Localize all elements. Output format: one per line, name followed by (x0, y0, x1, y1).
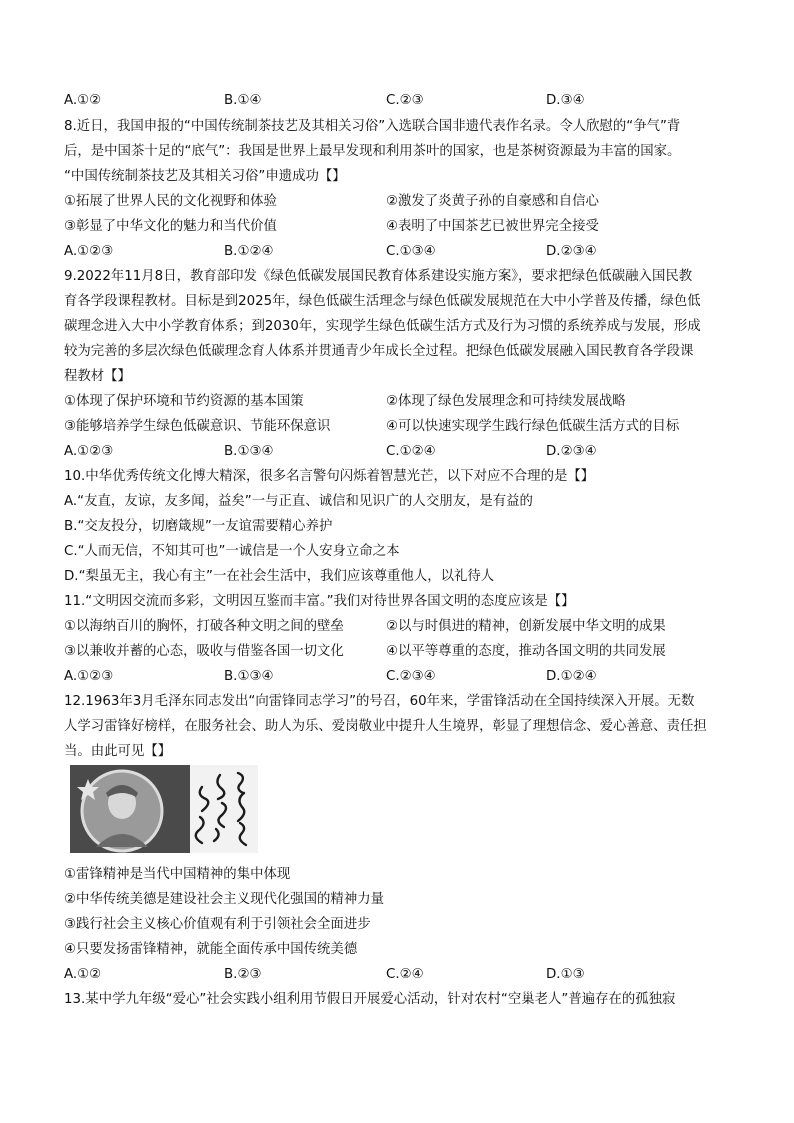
q8-option-d: D.②③④ (546, 244, 597, 259)
q12-option-a: A.①② (64, 967, 102, 982)
q8-option-b: B.①②④ (224, 244, 274, 259)
q11-statement-3: ③以兼收并蓄的心态，吸收与借鉴各国一切文化 (64, 644, 344, 659)
q12-option-d: D.①③ (546, 967, 585, 982)
q10-option-c: C.“人而无信，不知其可也”一诚信是一个人安身立命之本 (64, 544, 400, 559)
q12-option-b: B.②③ (224, 967, 262, 982)
option-b: B.①④ (224, 93, 262, 108)
q12-statement-2: ②中华传统美德是建设社会主义现代化强国的精神力量 (64, 892, 384, 907)
option-d: D.③④ (546, 93, 585, 108)
lei-feng-illustration (70, 765, 258, 853)
option-c: C.②③ (386, 93, 424, 108)
q11-stem: 11.“文明因交流而多彩，文明因互鉴而丰富。”我们对待世界各国文明的态度应该是【】 (64, 594, 575, 609)
q12-statement-4: ④只要发扬雷锋精神，就能全面传承中国传统美德 (64, 942, 358, 957)
q12-stem-line: 12.1963年3月毛泽东同志发出“向雷锋同志学习”的号召，60年来，学雷锋活动在全国持续深入开展。无数 (64, 694, 695, 709)
q8-option-a: A.①②③ (64, 244, 114, 259)
q12-stem-line: 人学习雷锋好榜样，在服务社会、助人为乐、爱岗敬业中提升人生境界，彰显了理想信念、爱心善意、责任担 (64, 719, 707, 734)
q9-statement-2: ②体现了绿色发展理念和可持续发展战略 (386, 394, 626, 409)
lei-feng-photo (70, 765, 258, 853)
q10-option-a: A.“友直，友谅，友多闻，益矣”一与正直、诚信和见识广的人交朋友，是有益的 (64, 494, 533, 509)
q9-option-c: C.①②④ (386, 444, 436, 459)
q10-option-b: B.“交友投分，切磨箴规”一友谊需要精心养护 (64, 519, 333, 534)
q10-stem: 10.中华优秀传统文化博大精深，很多名言警句闪烁着智慧光芒，以下对应不合理的是【】 (64, 469, 595, 484)
q9-statement-4: ④可以快速实现学生践行绿色低碳生活方式的目标 (386, 419, 680, 434)
q11-option-a: A.①②③ (64, 669, 114, 684)
q8-statement-1: ①拓展了世界人民的文化视野和体验 (64, 194, 277, 209)
q13-stem-line: 13.某中学九年级“爱心”社会实践小组利用节假日开展爱心活动，针对农村“空巢老人”普遍存在的孤独寂 (64, 992, 676, 1007)
q8-stem-line: 后，是中国茶十足的“底气”：我国是世界上最早发现和利用茶叶的国家，也是茶树资源最为丰富的国家。 (64, 144, 681, 159)
q8-stem-line: “中国传统制茶技艺及其相关习俗”申遗成功【】 (64, 169, 346, 184)
q9-stem-line: 程教材【】 (64, 369, 131, 384)
q9-statement-1: ①体现了保护环境和节约资源的基本国策 (64, 394, 304, 409)
q12-option-c: C.②④ (386, 967, 424, 982)
q8-statement-3: ③彰显了中华文化的魅力和当代价值 (64, 219, 277, 234)
q9-option-d: D.②③④ (546, 444, 597, 459)
q12-statement-1: ①雷锋精神是当代中国精神的集中体现 (64, 867, 291, 882)
q9-statement-3: ③能够培养学生绿色低碳意识、节能环保意识 (64, 419, 331, 434)
option-a: A.①② (64, 93, 102, 108)
q10-option-d: D.“梨虽无主，我心有主”一在社会生活中，我们应该尊重他人，以礼待人 (64, 569, 495, 584)
q9-option-b: B.①③④ (224, 444, 274, 459)
q9-stem-line: 9.2022年11月8日，教育部印发《绿色低碳发展国民教育体系建设实施方案》，要求把绿色低碳融入国民教 (64, 269, 693, 284)
q11-option-b: B.①③④ (224, 669, 274, 684)
q11-option-d: D.①②④ (546, 669, 597, 684)
q11-statement-4: ④以平等尊重的态度，推动各国文明的共同发展 (386, 644, 666, 659)
q9-stem-line: 碳理念进入大中小学教育体系；到2030年，实现学生绿色低碳生活方式及行为习惯的系统养成与发展，形成 (64, 319, 701, 334)
q9-option-a: A.①②③ (64, 444, 114, 459)
q9-stem-line: 育各学段课程教材。目标是到2025年，绿色低碳生活理念与绿色低碳发展规范在大中小学普及传播，绿色低 (64, 294, 701, 309)
q8-option-c: C.①③④ (386, 244, 436, 259)
q12-stem-line: 当。由此可见【】 (64, 744, 172, 759)
q11-option-c: C.②③④ (386, 669, 436, 684)
q8-statement-2: ②激发了炎黄子孙的自豪感和自信心 (386, 194, 599, 209)
q9-stem-line: 较为完善的多层次绿色低碳理念育人体系并贯通青少年成长全过程。把绿色低碳发展融入国民教育各学段课 (64, 344, 694, 359)
q12-statement-3: ③践行社会主义核心价值观有利于引领社会全面进步 (64, 917, 371, 932)
q8-statement-4: ④表明了中国茶艺已被世界完全接受 (386, 219, 599, 234)
q11-statement-2: ②以与时俱进的精神，创新发展中华文明的成果 (386, 619, 666, 634)
q11-statement-1: ①以海纳百川的胸怀，打破各种文明之间的壁垒 (64, 619, 344, 634)
q8-stem-line: 8.近日，我国申报的“中国传统制茶技艺及其相关习俗”入选联合国非遗代表作名录。令人欣慰的“争气”背 (64, 119, 681, 134)
